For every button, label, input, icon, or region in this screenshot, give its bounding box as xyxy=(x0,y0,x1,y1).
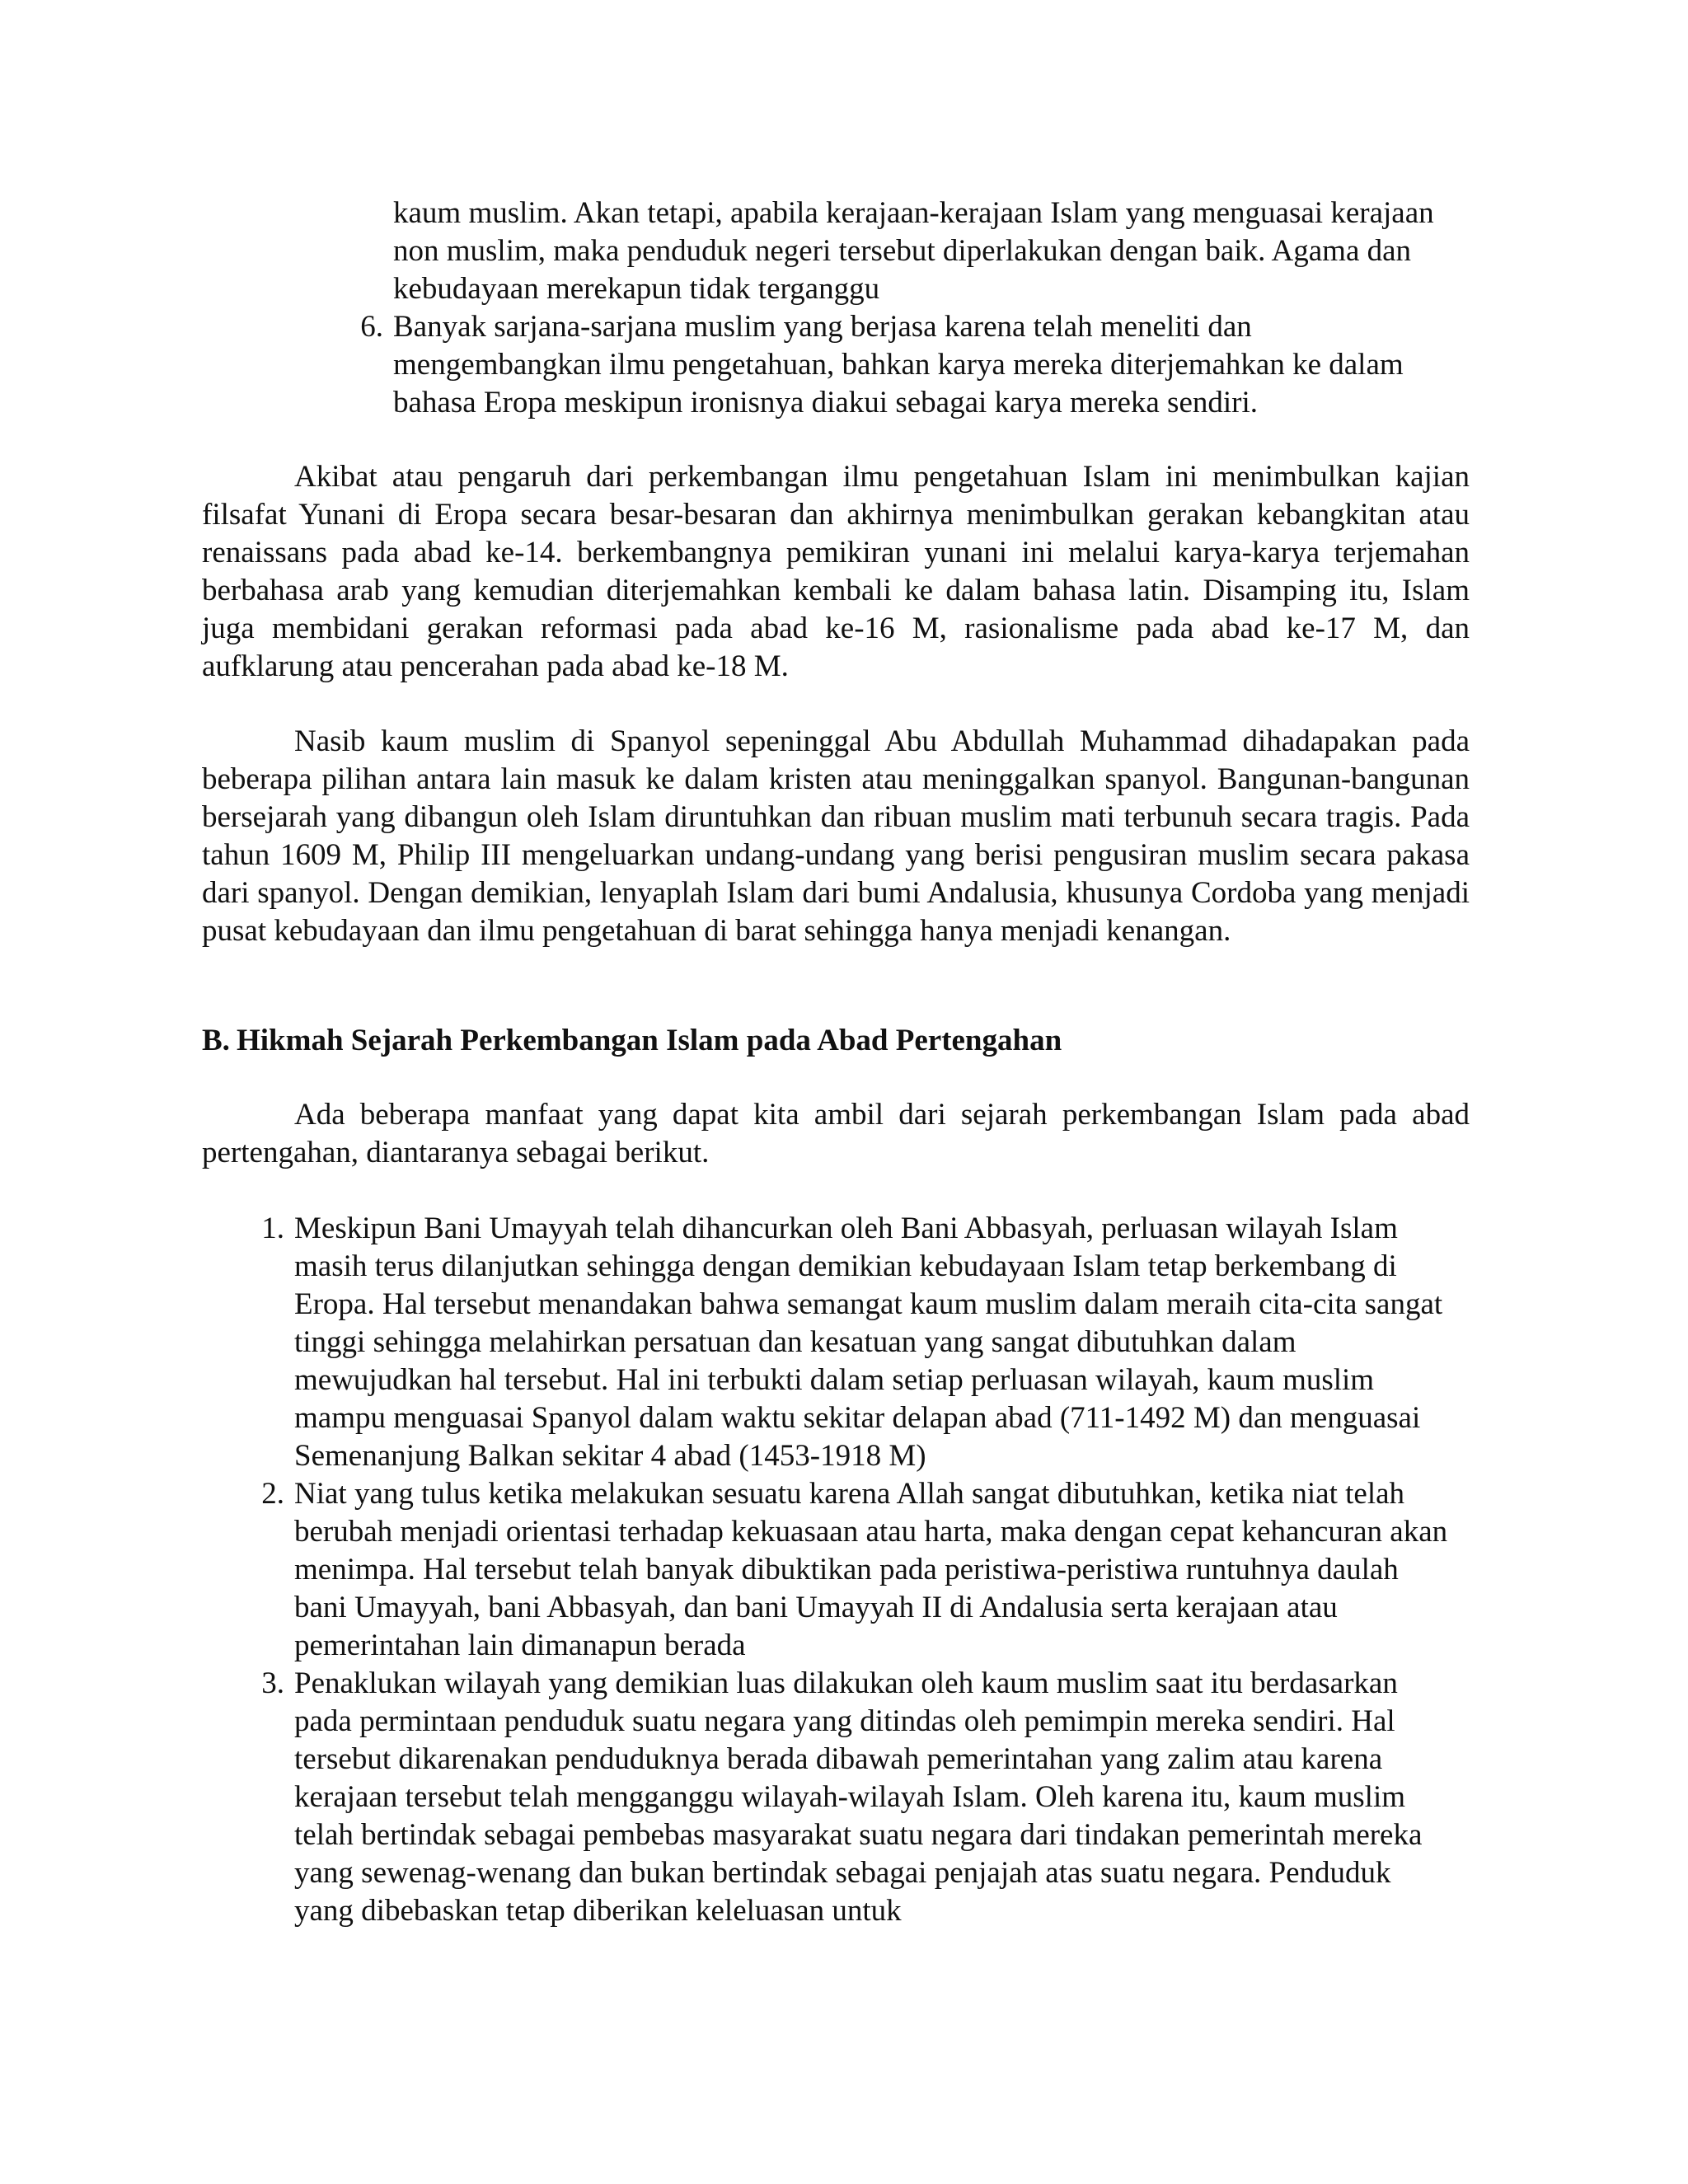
list-b xyxy=(261,1210,1456,1930)
list-item-continuation-text: kaum muslim. Akan tetapi, apabila kerajaan-kerajaan Islam yang menguasai kerajaan non muslim, maka penduduk negeri tersebut diperlakukan dengan baik. Agama dan kebudayaan merekapun tidak terganggu xyxy=(393,196,1434,306)
body-paragraph: Nasib kaum muslim di Spanyol sepeninggal Abu Abdullah Muhammad dihadapakan pada beberapa pilihan antara lain masuk ke dalam kristen atau meninggalkan spanyol. Bangunan-bangunan bersejarah yang dibangun oleh Islam diruntuhkan dan ribuan muslim mati terbunuh secara tragis. Pada tahun 1609 M, Philip III mengeluarkan undang-undang yang berisi pengusiran muslim secara pakasa dari spanyol. Dengan demikian, lenyaplah Islam dari bumi Andalusia, khusunya Cordoba yang menjadi pusat kebudayaan dan ilmu pengetahuan di barat sehingga hanya menjadi kenangan. xyxy=(202,724,1470,948)
list-item-number: 1. xyxy=(261,1212,284,1245)
section-intro-paragraph: Ada beberapa manfaat yang dapat kita ambil dari sejarah perkembangan Islam pada abad pertengahan, diantaranya sebagai berikut. xyxy=(202,1098,1470,1169)
list-item-text: Meskipun Bani Umayyah telah dihancurkan oleh Bani Abbasyah, perluasan wilayah Islam masih terus dilanjutkan sehingga dengan demikian kebudayaan Islam tetap berkembang di Eropa. Hal tersebut menandakan bahwa semangat kaum muslim dalam meraih cita-cita sangat tinggi sehingga melahirkan persatuan dan kesatuan yang sangat dibutuhkan dalam mewujudkan hal tersebut. Hal ini terbukti dalam setiap perluasan wilayah, kaum muslim mampu menguasai Spanyol dalam waktu sekitar delapan abad (711-1492 M) dan menguasai Semenanjung Balkan sekitar 4 abad (1453-1918 M) xyxy=(294,1212,1443,1473)
list-item xyxy=(360,308,1456,422)
list-item-text: Banyak sarjana-sarjana muslim yang berjasa karena telah meneliti dan mengembangkan ilmu pengetahuan, bahkan karya mereka diterjemahkan ke dalam bahasa Eropa meskipun ironisnya diakui sebagai karya mereka sendiri. xyxy=(393,310,1404,419)
list-item-continuation xyxy=(393,194,1456,308)
list-item-number: 6. xyxy=(360,310,383,344)
section-letter: B. xyxy=(202,1024,230,1057)
list-item-number: 2. xyxy=(261,1477,284,1511)
list-item-number: 3. xyxy=(261,1666,284,1700)
list-item xyxy=(261,1210,1456,1475)
body-paragraph: Akibat atau pengaruh dari perkembangan ilmu pengetahuan Islam ini menimbulkan kajian filsafat Yunani di Eropa secara besar-besaran dan akhirnya menimbulkan gerakan kebangkitan atau renaissans pada abad ke-14. berkembangnya pemikiran yunani ini melalui karya-karya terjemahan berbahasa arab yang kemudian diterjemahkan kembali ke dalam bahasa latin. Disamping itu, Islam juga membidani gerakan reformasi pada abad ke-16 M, rasionalisme pada abad ke-17 M, dan aufklarung atau pencerahan pada abad ke-18 M. xyxy=(202,460,1470,683)
section-heading xyxy=(202,1022,1062,1060)
list-item-text: Niat yang tulus ketika melakukan sesuatu karena Allah sangat dibutuhkan, ketika niat telah berubah menjadi orientasi terhadap kekuasaan atau harta, maka dengan cepat kehancuran akan menimpa. Hal tersebut telah banyak dibuktikan pada peristiwa-peristiwa runtuhnya daulah bani Umayyah, bani Abbasyah, dan bani Umayyah II di Andalusia serta kerajaan atau pemerintahan lain dimanapun berada xyxy=(294,1477,1448,1662)
list-item xyxy=(261,1475,1456,1665)
section-title: Hikmah Sejarah Perkembangan Islam pada Abad Pertengahan xyxy=(237,1024,1062,1057)
list-item-text: Penaklukan wilayah yang demikian luas dilakukan oleh kaum muslim saat itu berdasarkan pada permintaan penduduk suatu negara yang ditindas oleh pemimpin mereka sendiri. Hal tersebut dikarenakan penduduknya berada dibawah pemerintahan yang zalim atau karena kerajaan tersebut telah mengganggu wilayah-wilayah Islam. Oleh karena itu, kaum muslim telah bertindak sebagai pembebas masyarakat suatu negara dari tindakan pemerintah mereka yang sewenag-wenang dan bukan bertindak sebagai penjajah atas suatu negara. Penduduk yang dibebaskan tetap diberikan keleluasan untuk xyxy=(294,1666,1423,1928)
list-a xyxy=(360,308,1456,422)
list-item xyxy=(261,1665,1456,1930)
